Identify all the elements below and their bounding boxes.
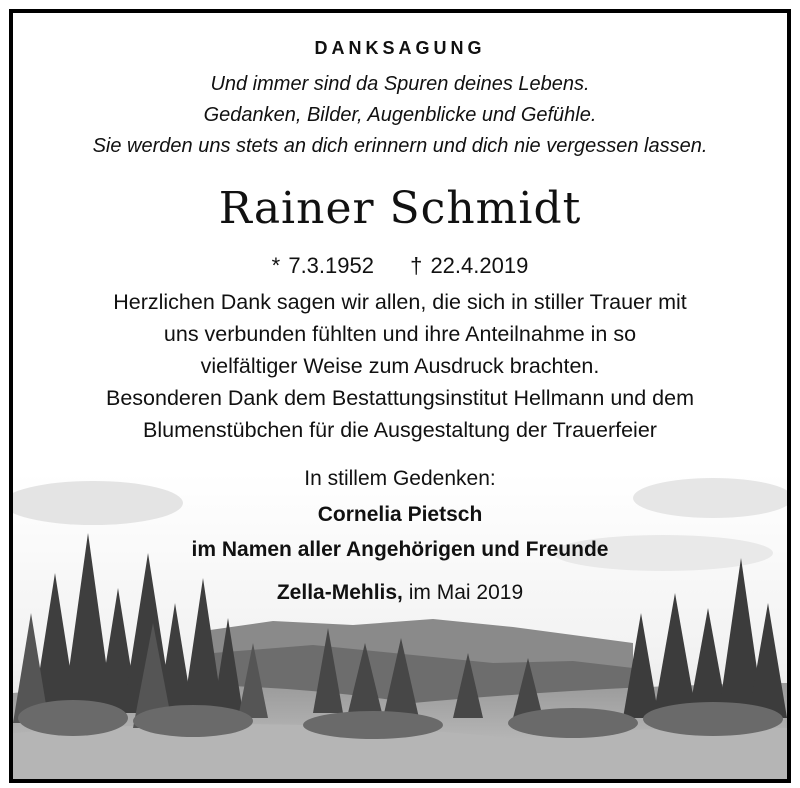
birth-date: * 7.3.1952	[271, 253, 374, 278]
heading: DANKSAGUNG	[314, 38, 486, 58]
signature-date: im Mai 2019	[408, 581, 524, 604]
verse-line: Und immer sind da Spuren deines Lebens.	[210, 73, 590, 95]
thanks-line: vielfältiger Weise zum Ausdruck brachten.	[200, 354, 600, 378]
obituary-card	[9, 9, 791, 783]
place-date	[13, 581, 787, 605]
life-dates	[13, 253, 787, 279]
signature-group: im Namen aller Angehörigen und Freunde	[191, 538, 609, 561]
thanks-line: Besonderen Dank dem Bestattungsinstitut Hellmann und dem	[105, 386, 694, 410]
thanks-line: uns verbunden fühlten und ihre Anteilnahme in so	[163, 322, 637, 346]
thanks-line: Herzlichen Dank sagen wir allen, die sich in stiller Trauer mit	[113, 290, 687, 314]
verse-line: Gedanken, Bilder, Augenblicke und Gefühle.	[203, 104, 597, 126]
deceased-name: Rainer Schmidt	[218, 183, 582, 234]
verse-line: Sie werden uns stets an dich erinnern und dich nie vergessen lassen.	[92, 135, 708, 157]
death-date: † 22.4.2019	[410, 253, 529, 278]
signature-name: Cornelia Pietsch	[317, 503, 483, 526]
signature-place: Zella-Mehlis,	[276, 581, 403, 604]
signature-intro: In stillem Gedenken:	[304, 467, 496, 490]
thanks-line: Blumenstübchen für die Ausgestaltung der Trauerfeier	[143, 418, 657, 442]
